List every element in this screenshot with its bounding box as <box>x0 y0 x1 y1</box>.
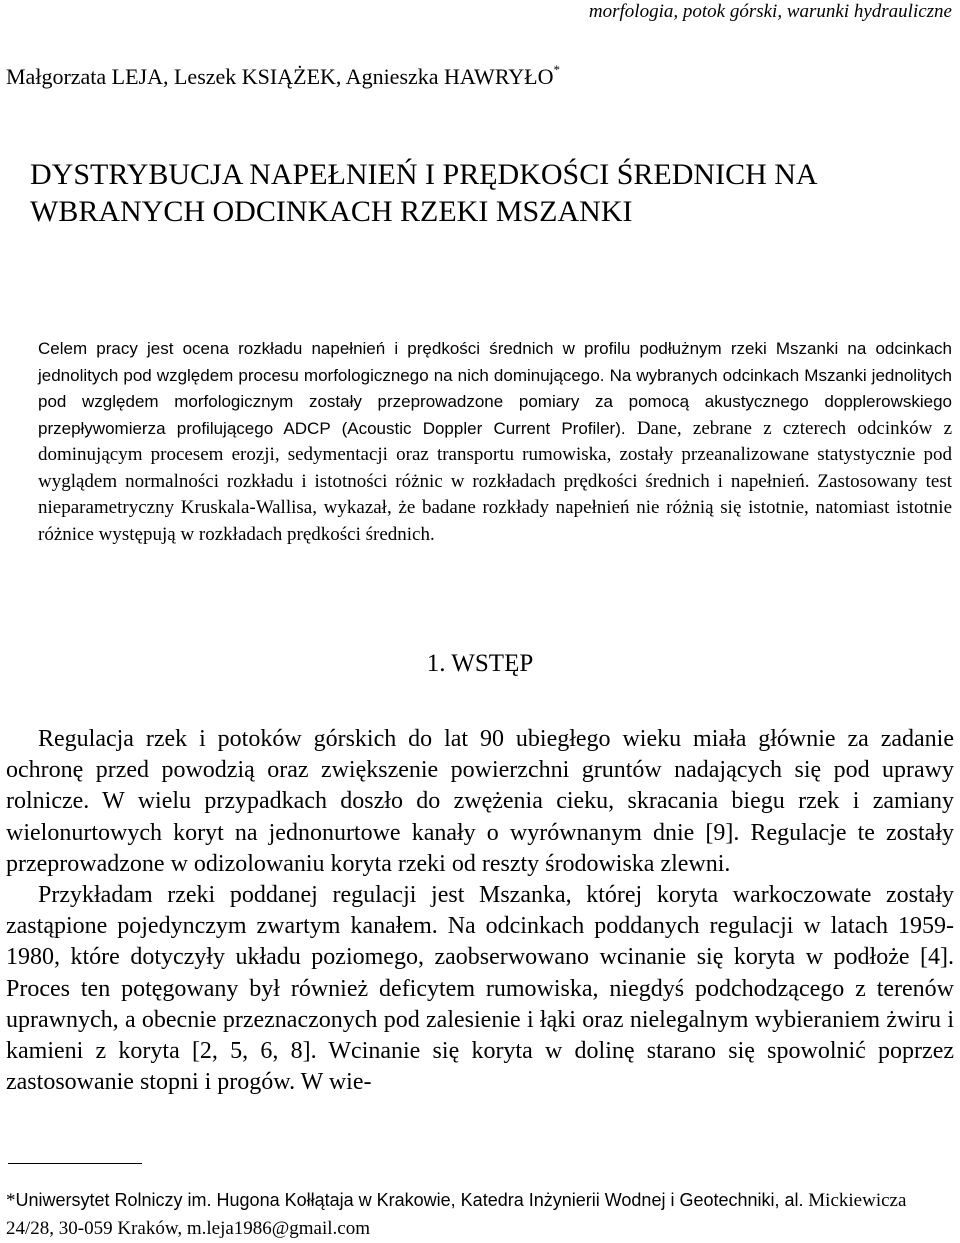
paper-title-line-1: DYSTRYBUCJA NAPEŁNIEŃ I PRĘDKOŚCI ŚREDNICH NA <box>30 158 818 191</box>
body-text <box>6 724 954 1098</box>
affiliation-footnote <box>6 1186 954 1243</box>
body-paragraph-1: Regulacja rzek i potoków górskich do lat 90 ubiegłego wieku miała głównie za zadanie ochronę przed powodzią oraz zwiększenie powierzchni gruntów nadających się pod uprawy rolnicze. W wielu przypadkach doszło do zwężenia cieku, skracania biegu rzek i zamiany wielonurtowych koryt na jednonurtowe kanały o wyrównanym dnie [9]. Regulacje te zostały przeprowadzone w odizolowaniu koryta rzeki od reszty środowiska zlewni. <box>6 726 954 877</box>
abstract-sentence-1: Celem pracy jest ocena rozkładu napełnień i prędkości średnich w profilu podłużnym rzeki Mszanki na odcinkach jednolitych pod względem procesu morfologicznego na nich dominującego. <box>38 339 952 385</box>
footnote-separator <box>8 1163 142 1164</box>
abstract <box>38 336 952 548</box>
paper-title <box>30 156 950 230</box>
footnote-marker: * <box>6 1190 16 1211</box>
author-footnote-marker: * <box>553 62 560 77</box>
author-names: Małgorzata LEJA, Leszek KSIĄŻEK, Agnieszka HAWRYŁO <box>6 64 554 89</box>
footnote-address-text: Mickiewicza 24/28, 30-059 Kraków, m.leja1986@gmail.com <box>6 1190 907 1239</box>
paper-title-line-2: WBRANYCH ODCINKACH RZEKI MSZANKI <box>30 195 633 228</box>
author-list <box>6 56 560 91</box>
keywords-header: morfologia, potok górski, warunki hydrauliczne <box>588 1 952 22</box>
abstract-sentence-2: Na wybranych odcinkach Mszanki jednolitych pod względem morfologicznym zostały przeprowadzone pomiary za pomocą akustycznego dopplerowskiego przepływomierza profilującego ADCP (Acoustic Doppler Current Profiler). <box>38 365 953 438</box>
footnote-affiliation-text: Uniwersytet Rolniczy im. Hugona Kołłątaja w Krakowie, Katedra Inżynierii Wodnej i Geotechniki, al. <box>15 1190 804 1210</box>
section-heading-introduction: 1. WSTĘP <box>426 650 534 677</box>
abstract-sentence-3: Dane, zebrane z czterech odcinków z dominującym procesem erozji, sedymentacji oraz transportu rumowiska, zostały przeanalizowane statystycznie pod wyglądem normalności rozkładu i istotności różnic w rozkładach prędkości średnich i napełnień. Zastosowany test nieparametryczny Kruskala-Wallisa, wykazał, że badane rozkłady napełnień nie różnią się istotnie, natomiast istotnie różnice występują w rozkładach prędkości średnich. <box>38 417 952 545</box>
body-paragraph-2: Przykładam rzeki poddanej regulacji jest Mszanka, której koryta warkoczowate zostały zastąpione pojedynczym zwartym kanałem. Na odcinkach poddanych regulacji w latach 1959-1980, które dotyczyły układu poziomego, zaobserwowano wcinanie się koryta w podłoże [4]. Proces ten potęgowany był również deficytem rumowiska, niegdyś podchodzącego z terenów uprawnych, a obecnie przeznaczonych pod zalesienie i łąki oraz nielegalnym wybieraniem żwiru i kamieni z koryta [2, 5, 6, 8]. Wcinanie się koryta w dolinę starano się spowolnić poprzez zastosowanie stopni i progów. W wie- <box>6 882 954 1096</box>
